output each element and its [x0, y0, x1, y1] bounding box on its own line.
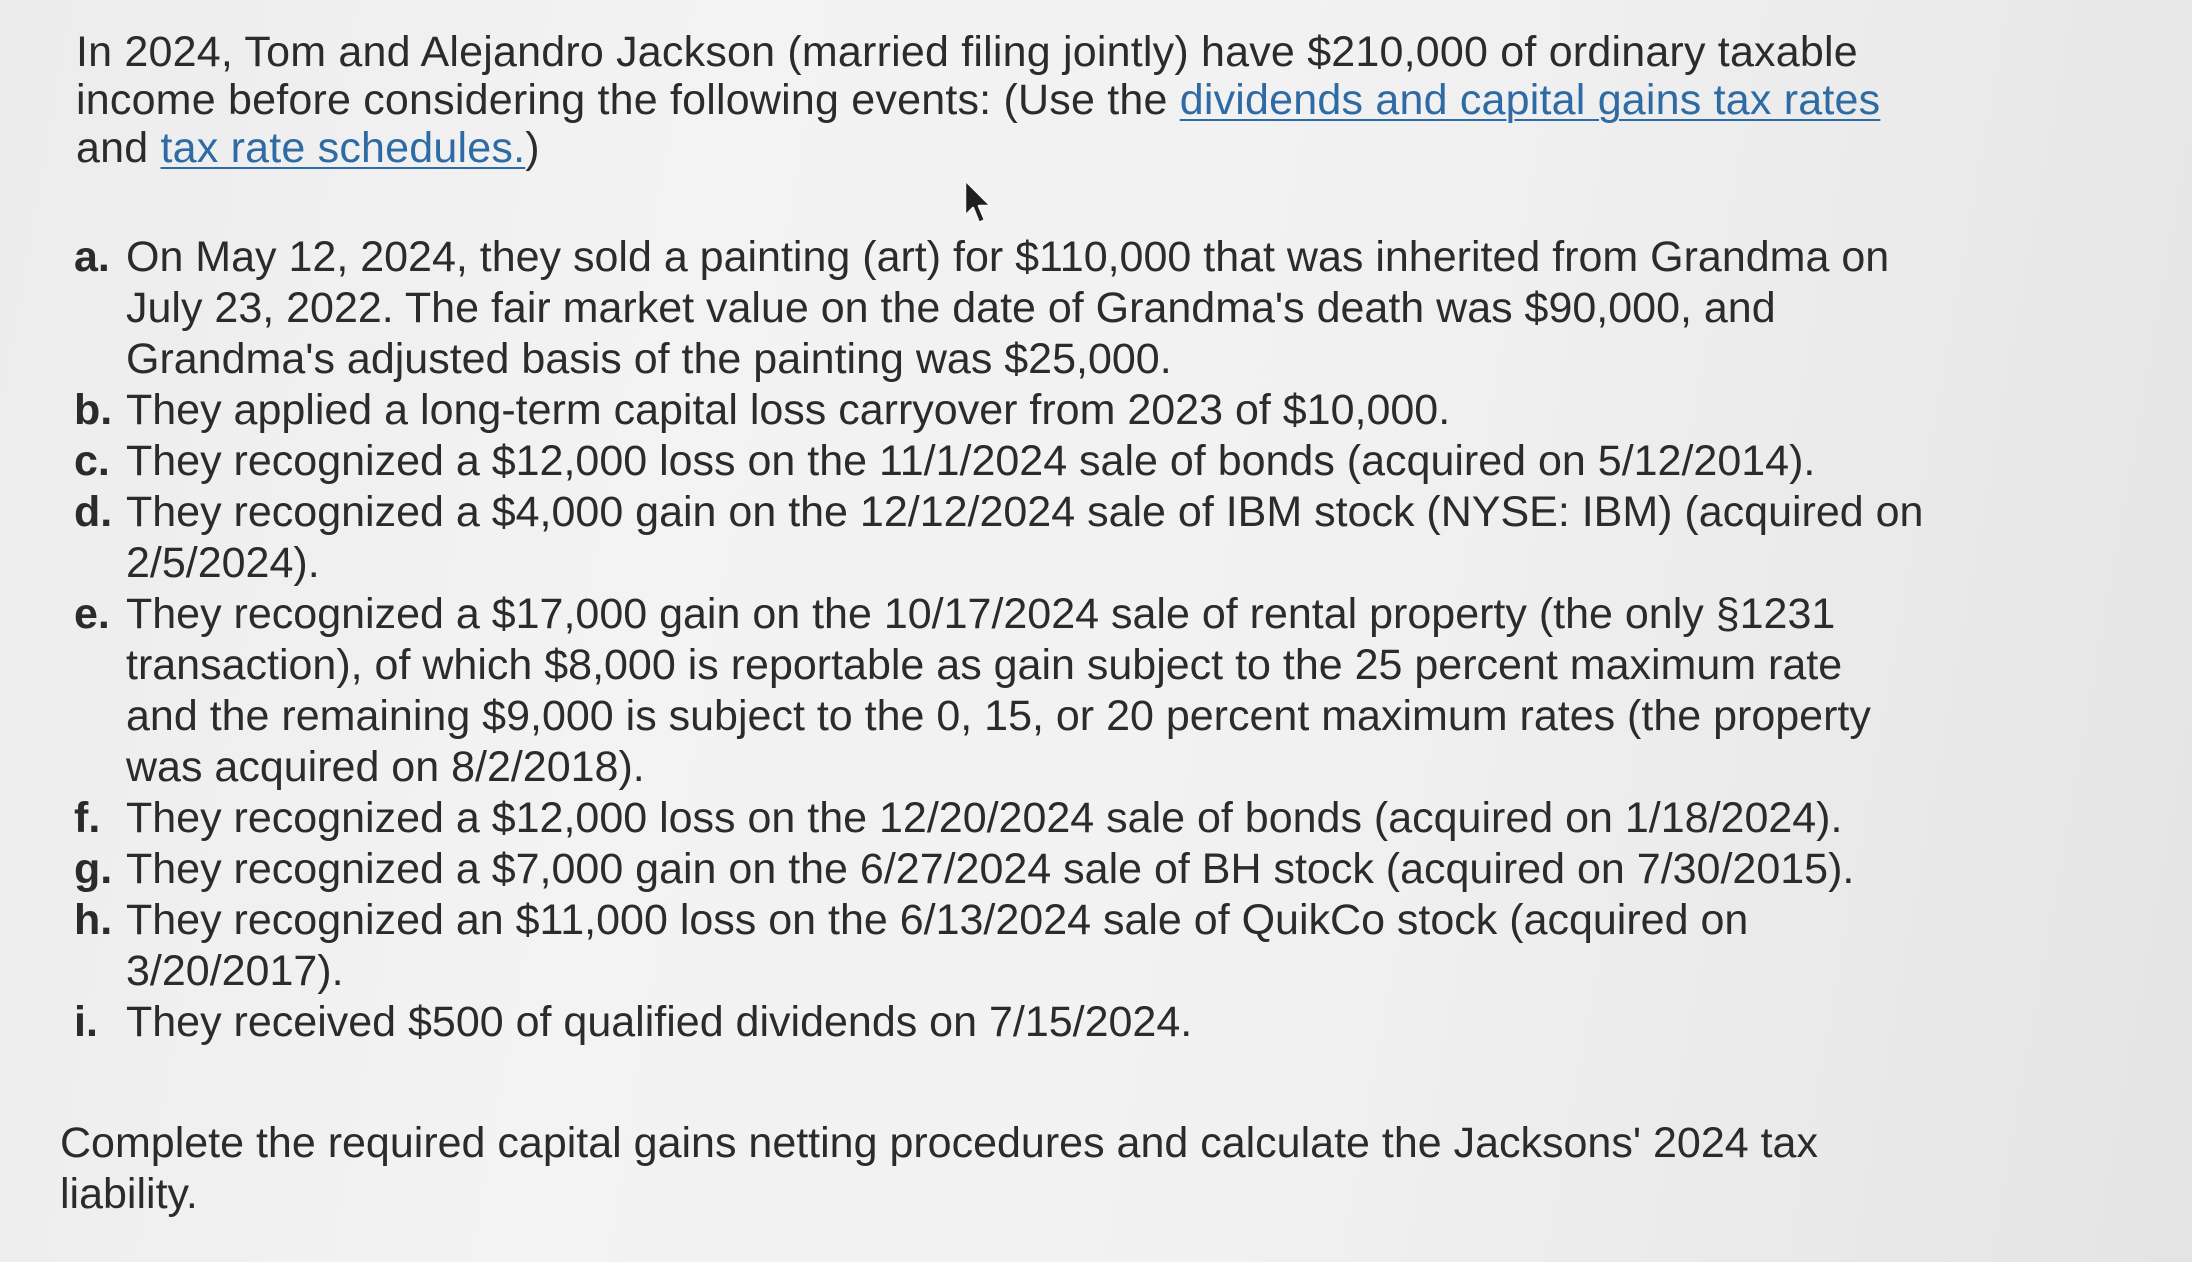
item-letter: i. [74, 998, 98, 1046]
item-line: They applied a long-term capital loss carryover from 2023 of $10,000. [126, 386, 1451, 434]
item-line: They recognized a $17,000 gain on the 10/17/2024 sale of rental property (the only §1231 [126, 590, 1836, 638]
list-item [60, 997, 2160, 1048]
dividends-capital-gains-rates-link[interactable]: dividends and capital gains tax rates [1179, 76, 1881, 124]
question-instruction [60, 1118, 2060, 1220]
list-item [60, 232, 2160, 385]
tax-rate-schedules-link[interactable]: tax rate schedules. [160, 124, 526, 172]
item-line: July 23, 2022. The fair market value on the date of Grandma's death was $90,000, and [126, 284, 1776, 332]
item-line: They recognized an $11,000 loss on the 6/13/2024 sale of QuikCo stock (acquired on [126, 896, 1749, 944]
item-line: On May 12, 2024, they sold a painting (art) for $110,000 that was inherited from Grandma on [126, 233, 1890, 281]
intro-line-2-text: income before considering the following events: (Use the [76, 76, 1180, 124]
item-line: They recognized a $4,000 gain on the 12/12/2024 sale of IBM stock (NYSE: IBM) (acquired on [126, 488, 1924, 536]
item-letter: b. [74, 386, 113, 434]
item-letter: g. [74, 845, 113, 893]
item-line: transaction), of which $8,000 is reportable as gain subject to the 25 percent maximum rate [126, 641, 1843, 689]
mouse-pointer-icon [962, 178, 996, 228]
item-line: They recognized a $12,000 loss on the 11/1/2024 sale of bonds (acquired on 5/12/2014). [126, 437, 1816, 485]
question-intro [76, 28, 2076, 172]
intro-line-2 [76, 76, 2076, 124]
item-line: was acquired on 8/2/2018). [126, 743, 645, 791]
list-item [60, 436, 2160, 487]
item-line: and the remaining $9,000 is subject to the 0, 15, or 20 percent maximum rates (the property [126, 692, 1871, 740]
item-line: 3/20/2017). [126, 947, 344, 995]
item-line: They recognized a $12,000 loss on the 12/20/2024 sale of bonds (acquired on 1/18/2024). [126, 794, 1843, 842]
list-item [60, 589, 2160, 793]
item-line: 2/5/2024). [126, 539, 320, 587]
item-line: They recognized a $7,000 gain on the 6/27/2024 sale of BH stock (acquired on 7/30/2015). [126, 845, 1855, 893]
intro-line-3-end: ) [525, 124, 540, 172]
item-letter: a. [74, 233, 110, 281]
item-letter: d. [74, 488, 113, 536]
list-item [60, 895, 2160, 997]
intro-line-3-text: and [76, 124, 161, 172]
item-line: Grandma's adjusted basis of the painting was $25,000. [126, 335, 1172, 383]
event-list [60, 232, 2160, 1048]
item-letter: f. [74, 794, 101, 842]
list-item [60, 844, 2160, 895]
intro-line-1: In 2024, Tom and Alejandro Jackson (married filing jointly) have $210,000 of ordinary taxable [76, 28, 1858, 76]
item-letter: h. [74, 896, 113, 944]
instruction-line-2: liability. [60, 1170, 198, 1218]
item-letter: c. [74, 437, 110, 485]
item-letter: e. [74, 590, 110, 638]
item-line: They received $500 of qualified dividends on 7/15/2024. [126, 998, 1193, 1046]
list-item [60, 487, 2160, 589]
list-item [60, 793, 2160, 844]
list-item [60, 385, 2160, 436]
instruction-line-1: Complete the required capital gains netting procedures and calculate the Jacksons' 2024 tax [60, 1119, 1818, 1167]
intro-line-3 [76, 124, 2076, 172]
